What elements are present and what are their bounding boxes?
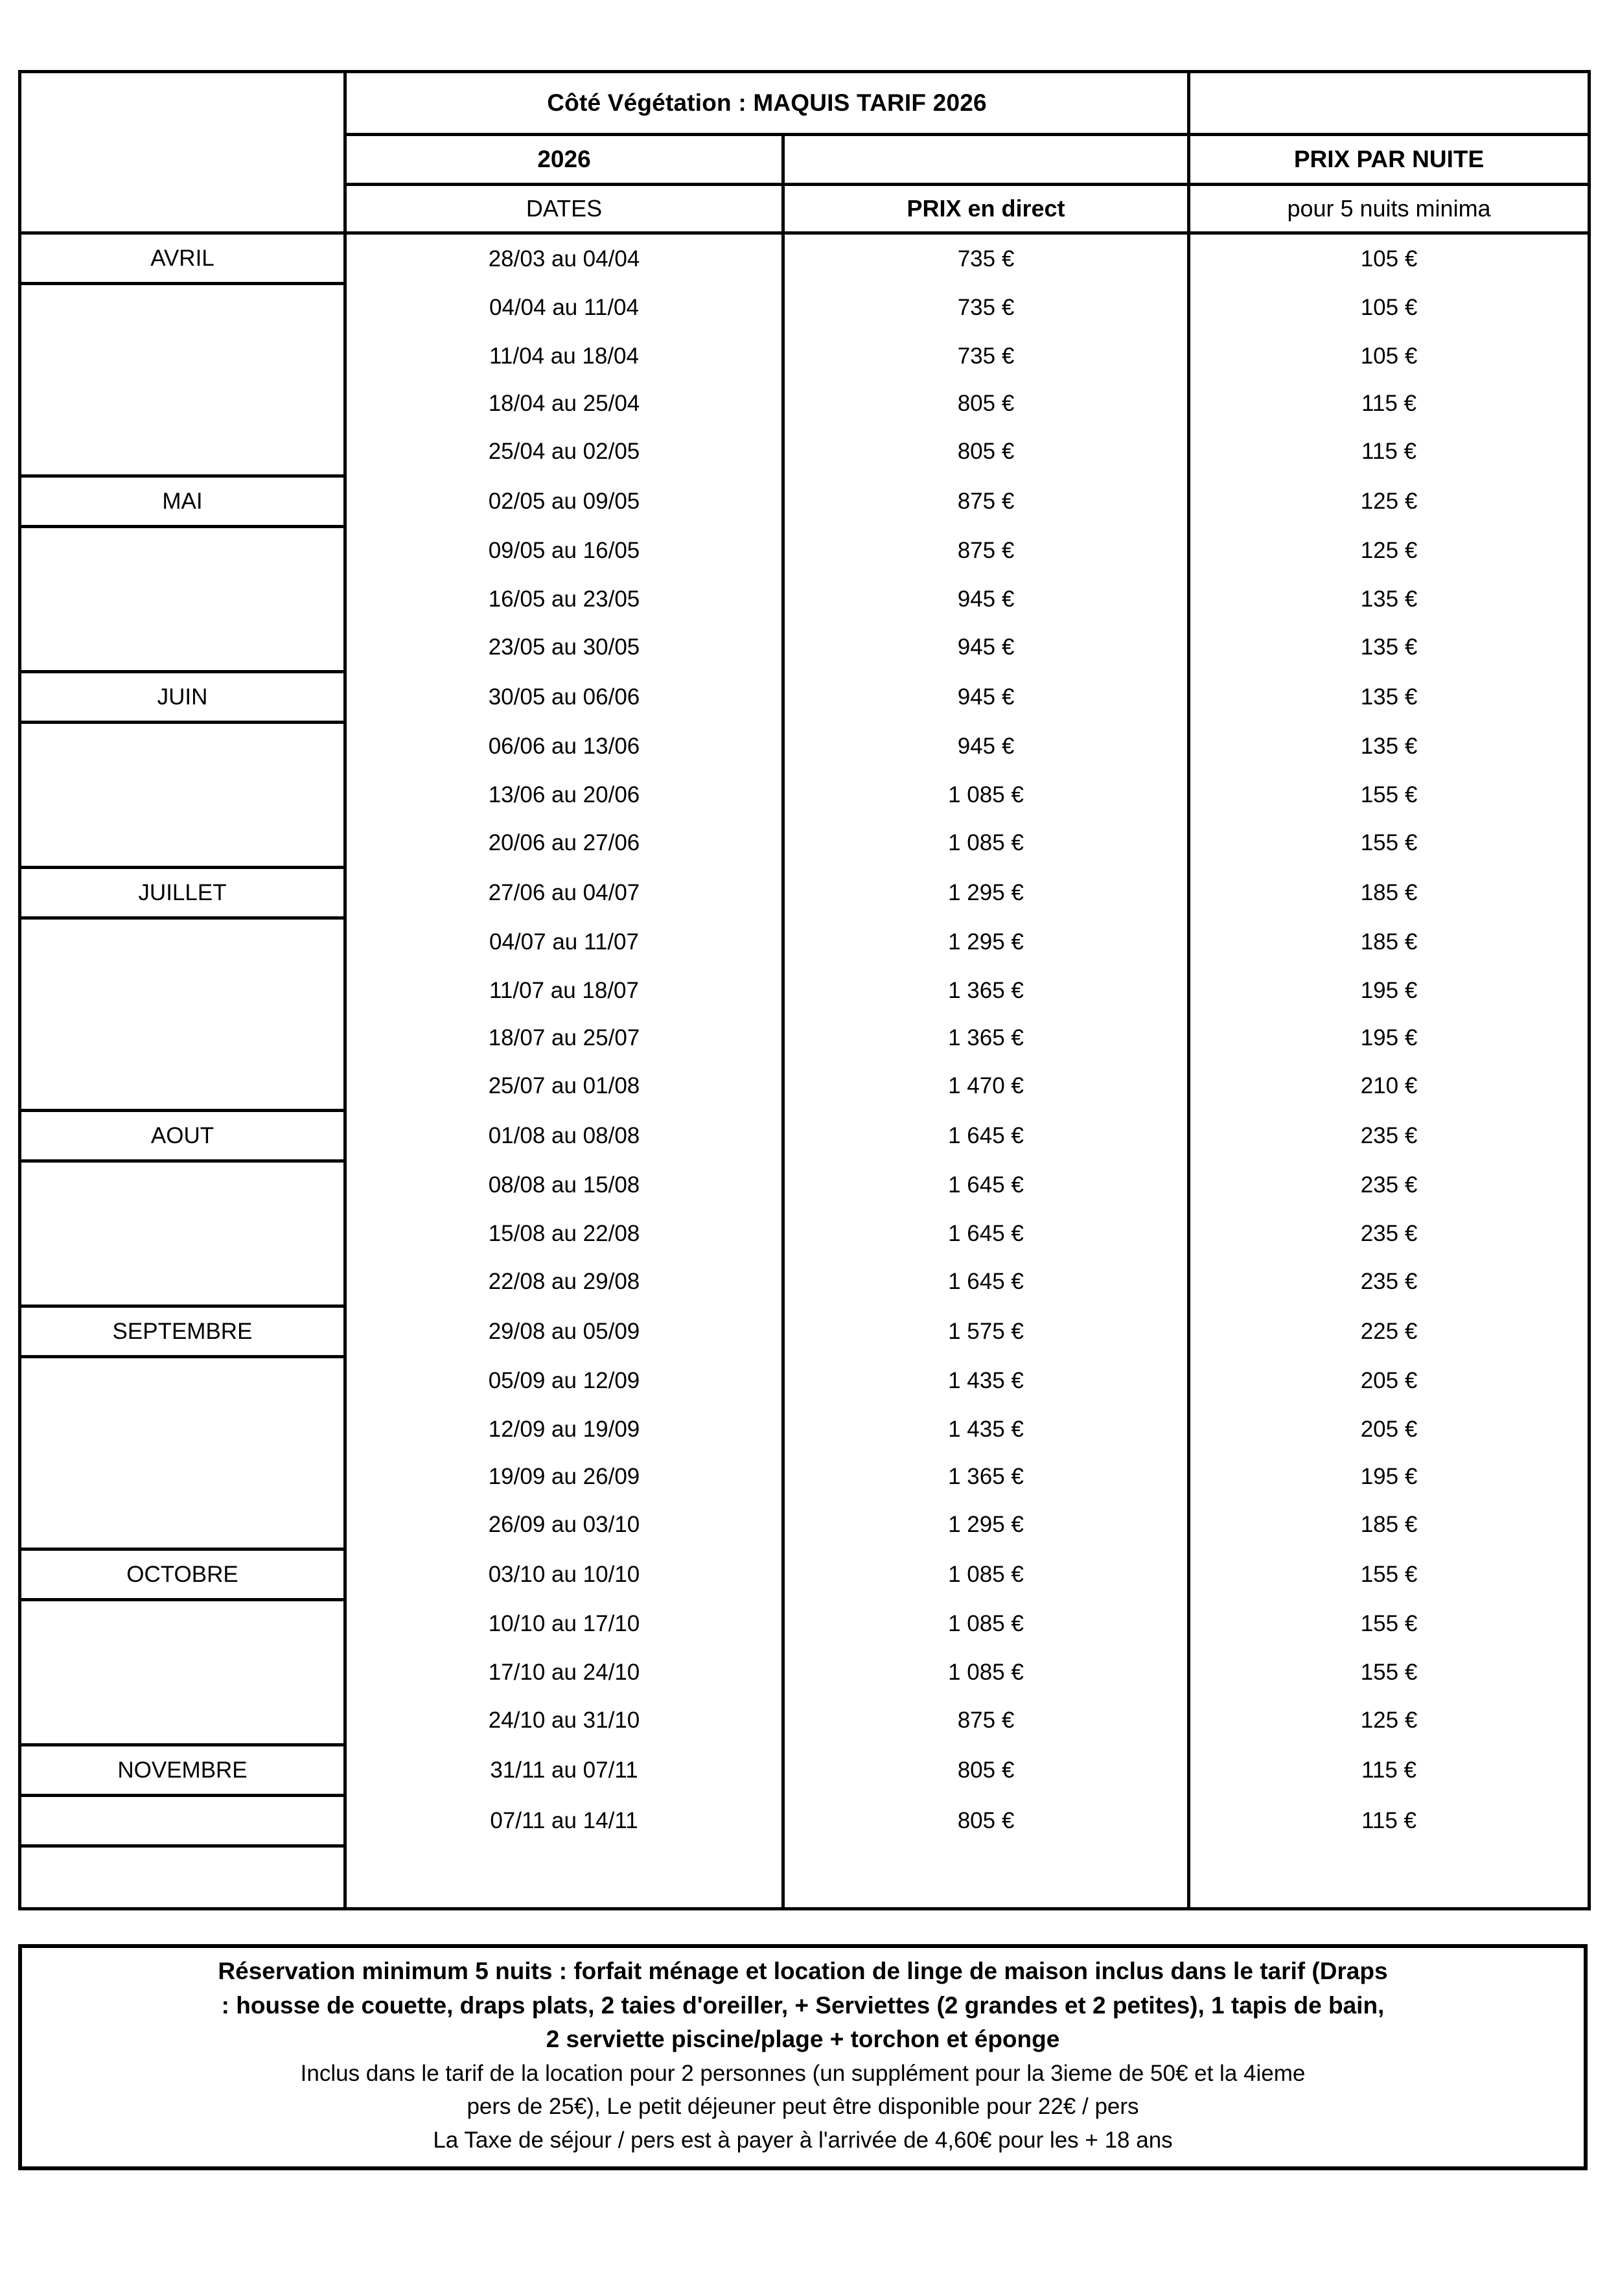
date-range-cell: 06/06 au 13/06 — [345, 723, 783, 772]
direct-price-cell: 805 € — [783, 427, 1189, 476]
month-filler-cell — [20, 1453, 345, 1500]
year-row-spacer — [783, 135, 1189, 185]
table-row — [20, 771, 1590, 818]
per-night-price-cell: 155 € — [1189, 1649, 1590, 1696]
table-row — [20, 380, 1590, 427]
footer-bold-line-1: Réservation minimum 5 nuits : forfait ménage et location de linge de maison inclus dans le tarif (Draps — [218, 1958, 1388, 1984]
per-night-price-cell: 195 € — [1189, 967, 1590, 1014]
table-row — [20, 1406, 1590, 1453]
month-filler-cell — [20, 427, 345, 476]
direct-price-cell: 945 € — [783, 672, 1189, 723]
month-header-cell — [20, 72, 345, 233]
sheet-title: Côté Végétation : MAQUIS TARIF 2026 — [345, 72, 1189, 135]
date-range-cell: 31/11 au 07/11 — [345, 1745, 783, 1796]
per-night-price-cell: 235 € — [1189, 1161, 1590, 1211]
per-night-price-cell: 115 € — [1189, 1745, 1590, 1796]
per-night-price-cell: 135 € — [1189, 723, 1590, 772]
month-filler-cell — [20, 1210, 345, 1257]
direct-price-cell: 945 € — [783, 723, 1189, 772]
table-spacer-row — [20, 1846, 1590, 1909]
direct-price-cell: 1 435 € — [783, 1357, 1189, 1406]
direct-price-cell: 1 085 € — [783, 1549, 1189, 1600]
date-range-cell: 30/05 au 06/06 — [345, 672, 783, 723]
per-night-price-cell: 125 € — [1189, 1696, 1590, 1745]
per-night-header: PRIX PAR NUITE — [1189, 135, 1590, 185]
table-row — [20, 818, 1590, 868]
direct-price-cell: 945 € — [783, 575, 1189, 623]
date-range-cell: 16/05 au 23/05 — [345, 575, 783, 623]
date-range-cell: 11/04 au 18/04 — [345, 332, 783, 380]
date-range-cell: 19/09 au 26/09 — [345, 1453, 783, 1500]
date-range-cell: 15/08 au 22/08 — [345, 1210, 783, 1257]
spacer-night-cell — [1189, 1846, 1590, 1909]
table-row — [20, 672, 1590, 723]
direct-price-cell: 1 295 € — [783, 1500, 1189, 1549]
direct-price-cell: 1 085 € — [783, 771, 1189, 818]
date-range-cell: 07/11 au 14/11 — [345, 1796, 783, 1846]
table-row — [20, 1210, 1590, 1257]
per-night-price-cell: 205 € — [1189, 1357, 1590, 1406]
date-range-cell: 22/08 au 29/08 — [345, 1257, 783, 1306]
direct-price-cell: 945 € — [783, 623, 1189, 672]
table-row — [20, 1453, 1590, 1500]
direct-price-cell: 1 085 € — [783, 1600, 1189, 1649]
direct-price-cell: 805 € — [783, 380, 1189, 427]
month-filler-cell — [20, 332, 345, 380]
per-night-price-cell: 235 € — [1189, 1257, 1590, 1306]
per-night-price-cell: 115 € — [1189, 380, 1590, 427]
month-filler-cell — [20, 918, 345, 968]
date-range-cell: 18/04 au 25/04 — [345, 380, 783, 427]
month-filler-cell — [20, 1500, 345, 1549]
date-range-cell: 01/08 au 08/08 — [345, 1111, 783, 1161]
month-filler-cell — [20, 1406, 345, 1453]
tariff-table — [18, 70, 1591, 1910]
direct-price-cell: 1 645 € — [783, 1161, 1189, 1211]
per-night-price-cell: 135 € — [1189, 575, 1590, 623]
footer-note-line-1: Inclus dans le tarif de la location pour 2 personnes (un supplément pour la 3ieme de 50€ et la 4ieme — [300, 2060, 1306, 2086]
per-night-price-cell: 185 € — [1189, 918, 1590, 968]
per-night-price-cell: 105 € — [1189, 233, 1590, 284]
date-range-cell: 25/04 au 02/05 — [345, 427, 783, 476]
per-night-price-cell: 195 € — [1189, 1014, 1590, 1061]
direct-price-cell: 1 470 € — [783, 1061, 1189, 1111]
footer-notes — [18, 1944, 1588, 2170]
direct-price-cell: 1 295 € — [783, 868, 1189, 918]
per-night-price-cell: 105 € — [1189, 332, 1590, 380]
month-filler-cell — [20, 1061, 345, 1111]
direct-price-column-header: PRIX en direct — [783, 185, 1189, 233]
month-filler-cell — [20, 380, 345, 427]
date-range-cell: 20/06 au 27/06 — [345, 818, 783, 868]
date-range-cell: 23/05 au 30/05 — [345, 623, 783, 672]
year-label: 2026 — [345, 135, 783, 185]
date-range-cell: 17/10 au 24/10 — [345, 1649, 783, 1696]
date-range-cell: 18/07 au 25/07 — [345, 1014, 783, 1061]
table-row — [20, 868, 1590, 918]
per-night-price-cell: 195 € — [1189, 1453, 1590, 1500]
per-night-price-cell: 155 € — [1189, 771, 1590, 818]
direct-price-cell: 1 085 € — [783, 818, 1189, 868]
per-night-price-cell: 115 € — [1189, 1796, 1590, 1846]
table-row — [20, 723, 1590, 772]
date-range-cell: 04/04 au 11/04 — [345, 284, 783, 333]
table-row — [20, 1649, 1590, 1696]
table-row — [20, 623, 1590, 672]
direct-price-cell: 875 € — [783, 527, 1189, 576]
table-row — [20, 527, 1590, 576]
per-night-price-cell: 210 € — [1189, 1061, 1590, 1111]
month-filler-cell — [20, 967, 345, 1014]
per-night-price-cell: 155 € — [1189, 1549, 1590, 1600]
table-row — [20, 233, 1590, 284]
direct-price-cell: 875 € — [783, 476, 1189, 527]
month-filler-cell — [20, 1257, 345, 1306]
per-night-price-cell: 105 € — [1189, 284, 1590, 333]
date-range-cell: 28/03 au 04/04 — [345, 233, 783, 284]
month-filler-cell — [20, 1649, 345, 1696]
date-range-cell: 10/10 au 17/10 — [345, 1600, 783, 1649]
direct-price-cell: 805 € — [783, 1796, 1189, 1846]
month-filler-cell — [20, 1796, 345, 1846]
month-filler-cell — [20, 527, 345, 576]
month-filler-cell — [20, 284, 345, 333]
month-label-juillet: JUILLET — [20, 868, 345, 918]
per-night-price-cell: 205 € — [1189, 1406, 1590, 1453]
month-filler-cell — [20, 575, 345, 623]
direct-price-cell: 1 365 € — [783, 967, 1189, 1014]
table-row — [20, 1014, 1590, 1061]
direct-price-cell: 735 € — [783, 284, 1189, 333]
date-range-cell: 12/09 au 19/09 — [345, 1406, 783, 1453]
date-range-cell: 02/05 au 09/05 — [345, 476, 783, 527]
month-filler-cell — [20, 771, 345, 818]
month-label-septembre: SEPTEMBRE — [20, 1306, 345, 1357]
direct-price-cell: 875 € — [783, 1696, 1189, 1745]
spacer-price-cell — [783, 1846, 1189, 1909]
month-label-mai: MAI — [20, 476, 345, 527]
table-row — [20, 1357, 1590, 1406]
footer-bold-line-3: 2 serviette piscine/plage + torchon et éponge — [546, 2026, 1060, 2053]
per-night-price-cell: 155 € — [1189, 818, 1590, 868]
month-label-juin: JUIN — [20, 672, 345, 723]
table-row — [20, 284, 1590, 333]
footer-bold-line-2: : housse de couette, draps plats, 2 taies d'oreiller, + Serviettes (2 grandes et 2 petites), 1 tapis de bain, — [221, 1991, 1385, 2019]
footer-note-line-3: La Taxe de séjour / pers est à payer à l'arrivée de 4,60€ pour les + 18 ans — [433, 2128, 1173, 2153]
table-row — [20, 575, 1590, 623]
month-filler-cell — [20, 1014, 345, 1061]
direct-price-cell: 1 435 € — [783, 1406, 1189, 1453]
per-night-price-cell: 185 € — [1189, 1500, 1590, 1549]
month-filler-cell — [20, 1357, 345, 1406]
direct-price-cell: 1 365 € — [783, 1014, 1189, 1061]
direct-price-cell: 1 295 € — [783, 918, 1189, 968]
footer-note-line-2: pers de 25€), Le petit déjeuner peut être disponible pour 22€ / pers — [467, 2094, 1139, 2120]
per-night-price-cell: 225 € — [1189, 1306, 1590, 1357]
title-row-spacer — [1189, 72, 1590, 135]
table-row — [20, 967, 1590, 1014]
table-row — [20, 1111, 1590, 1161]
per-night-price-cell: 115 € — [1189, 427, 1590, 476]
dates-column-header: DATES — [345, 185, 783, 233]
date-range-cell: 29/08 au 05/09 — [345, 1306, 783, 1357]
month-label-aout: AOUT — [20, 1111, 345, 1161]
month-label-avril: AVRIL — [20, 233, 345, 284]
direct-price-cell: 1 645 € — [783, 1111, 1189, 1161]
direct-price-cell: 1 365 € — [783, 1453, 1189, 1500]
table-row — [20, 1796, 1590, 1846]
table-row — [20, 427, 1590, 476]
table-row — [20, 1161, 1590, 1211]
table-row — [20, 1600, 1590, 1649]
date-range-cell: 03/10 au 10/10 — [345, 1549, 783, 1600]
table-row — [20, 476, 1590, 527]
direct-price-cell: 1 645 € — [783, 1210, 1189, 1257]
month-label-novembre: NOVEMBRE — [20, 1745, 345, 1796]
direct-price-cell: 1 085 € — [783, 1649, 1189, 1696]
date-range-cell: 09/05 au 16/05 — [345, 527, 783, 576]
spacer-month-cell — [20, 1846, 345, 1909]
table-row — [20, 1257, 1590, 1306]
per-night-subheader: pour 5 nuits minima — [1189, 185, 1590, 233]
date-range-cell: 11/07 au 18/07 — [345, 967, 783, 1014]
title-row — [20, 72, 1590, 135]
table-row — [20, 1696, 1590, 1745]
table-row — [20, 1745, 1590, 1796]
table-row — [20, 1306, 1590, 1357]
date-range-cell: 25/07 au 01/08 — [345, 1061, 783, 1111]
month-filler-cell — [20, 1696, 345, 1745]
per-night-price-cell: 125 € — [1189, 476, 1590, 527]
month-filler-cell — [20, 1161, 345, 1211]
date-range-cell: 08/08 au 15/08 — [345, 1161, 783, 1211]
per-night-price-cell: 135 € — [1189, 672, 1590, 723]
direct-price-cell: 735 € — [783, 233, 1189, 284]
month-filler-cell — [20, 723, 345, 772]
date-range-cell: 26/09 au 03/10 — [345, 1500, 783, 1549]
month-filler-cell — [20, 623, 345, 672]
per-night-price-cell: 125 € — [1189, 527, 1590, 576]
direct-price-cell: 735 € — [783, 332, 1189, 380]
per-night-price-cell: 135 € — [1189, 623, 1590, 672]
spacer-date-cell — [345, 1846, 783, 1909]
table-row — [20, 1061, 1590, 1111]
table-row — [20, 1500, 1590, 1549]
date-range-cell: 05/09 au 12/09 — [345, 1357, 783, 1406]
per-night-price-cell: 155 € — [1189, 1600, 1590, 1649]
date-range-cell: 27/06 au 04/07 — [345, 868, 783, 918]
table-row — [20, 918, 1590, 968]
month-filler-cell — [20, 1600, 345, 1649]
per-night-price-cell: 235 € — [1189, 1111, 1590, 1161]
date-range-cell: 13/06 au 20/06 — [345, 771, 783, 818]
per-night-price-cell: 185 € — [1189, 868, 1590, 918]
month-label-octobre: OCTOBRE — [20, 1549, 345, 1600]
per-night-price-cell: 235 € — [1189, 1210, 1590, 1257]
month-filler-cell — [20, 818, 345, 868]
direct-price-cell: 1 575 € — [783, 1306, 1189, 1357]
direct-price-cell: 805 € — [783, 1745, 1189, 1796]
direct-price-cell: 1 645 € — [783, 1257, 1189, 1306]
date-range-cell: 04/07 au 11/07 — [345, 918, 783, 968]
table-row — [20, 332, 1590, 380]
table-row — [20, 1549, 1590, 1600]
date-range-cell: 24/10 au 31/10 — [345, 1696, 783, 1745]
